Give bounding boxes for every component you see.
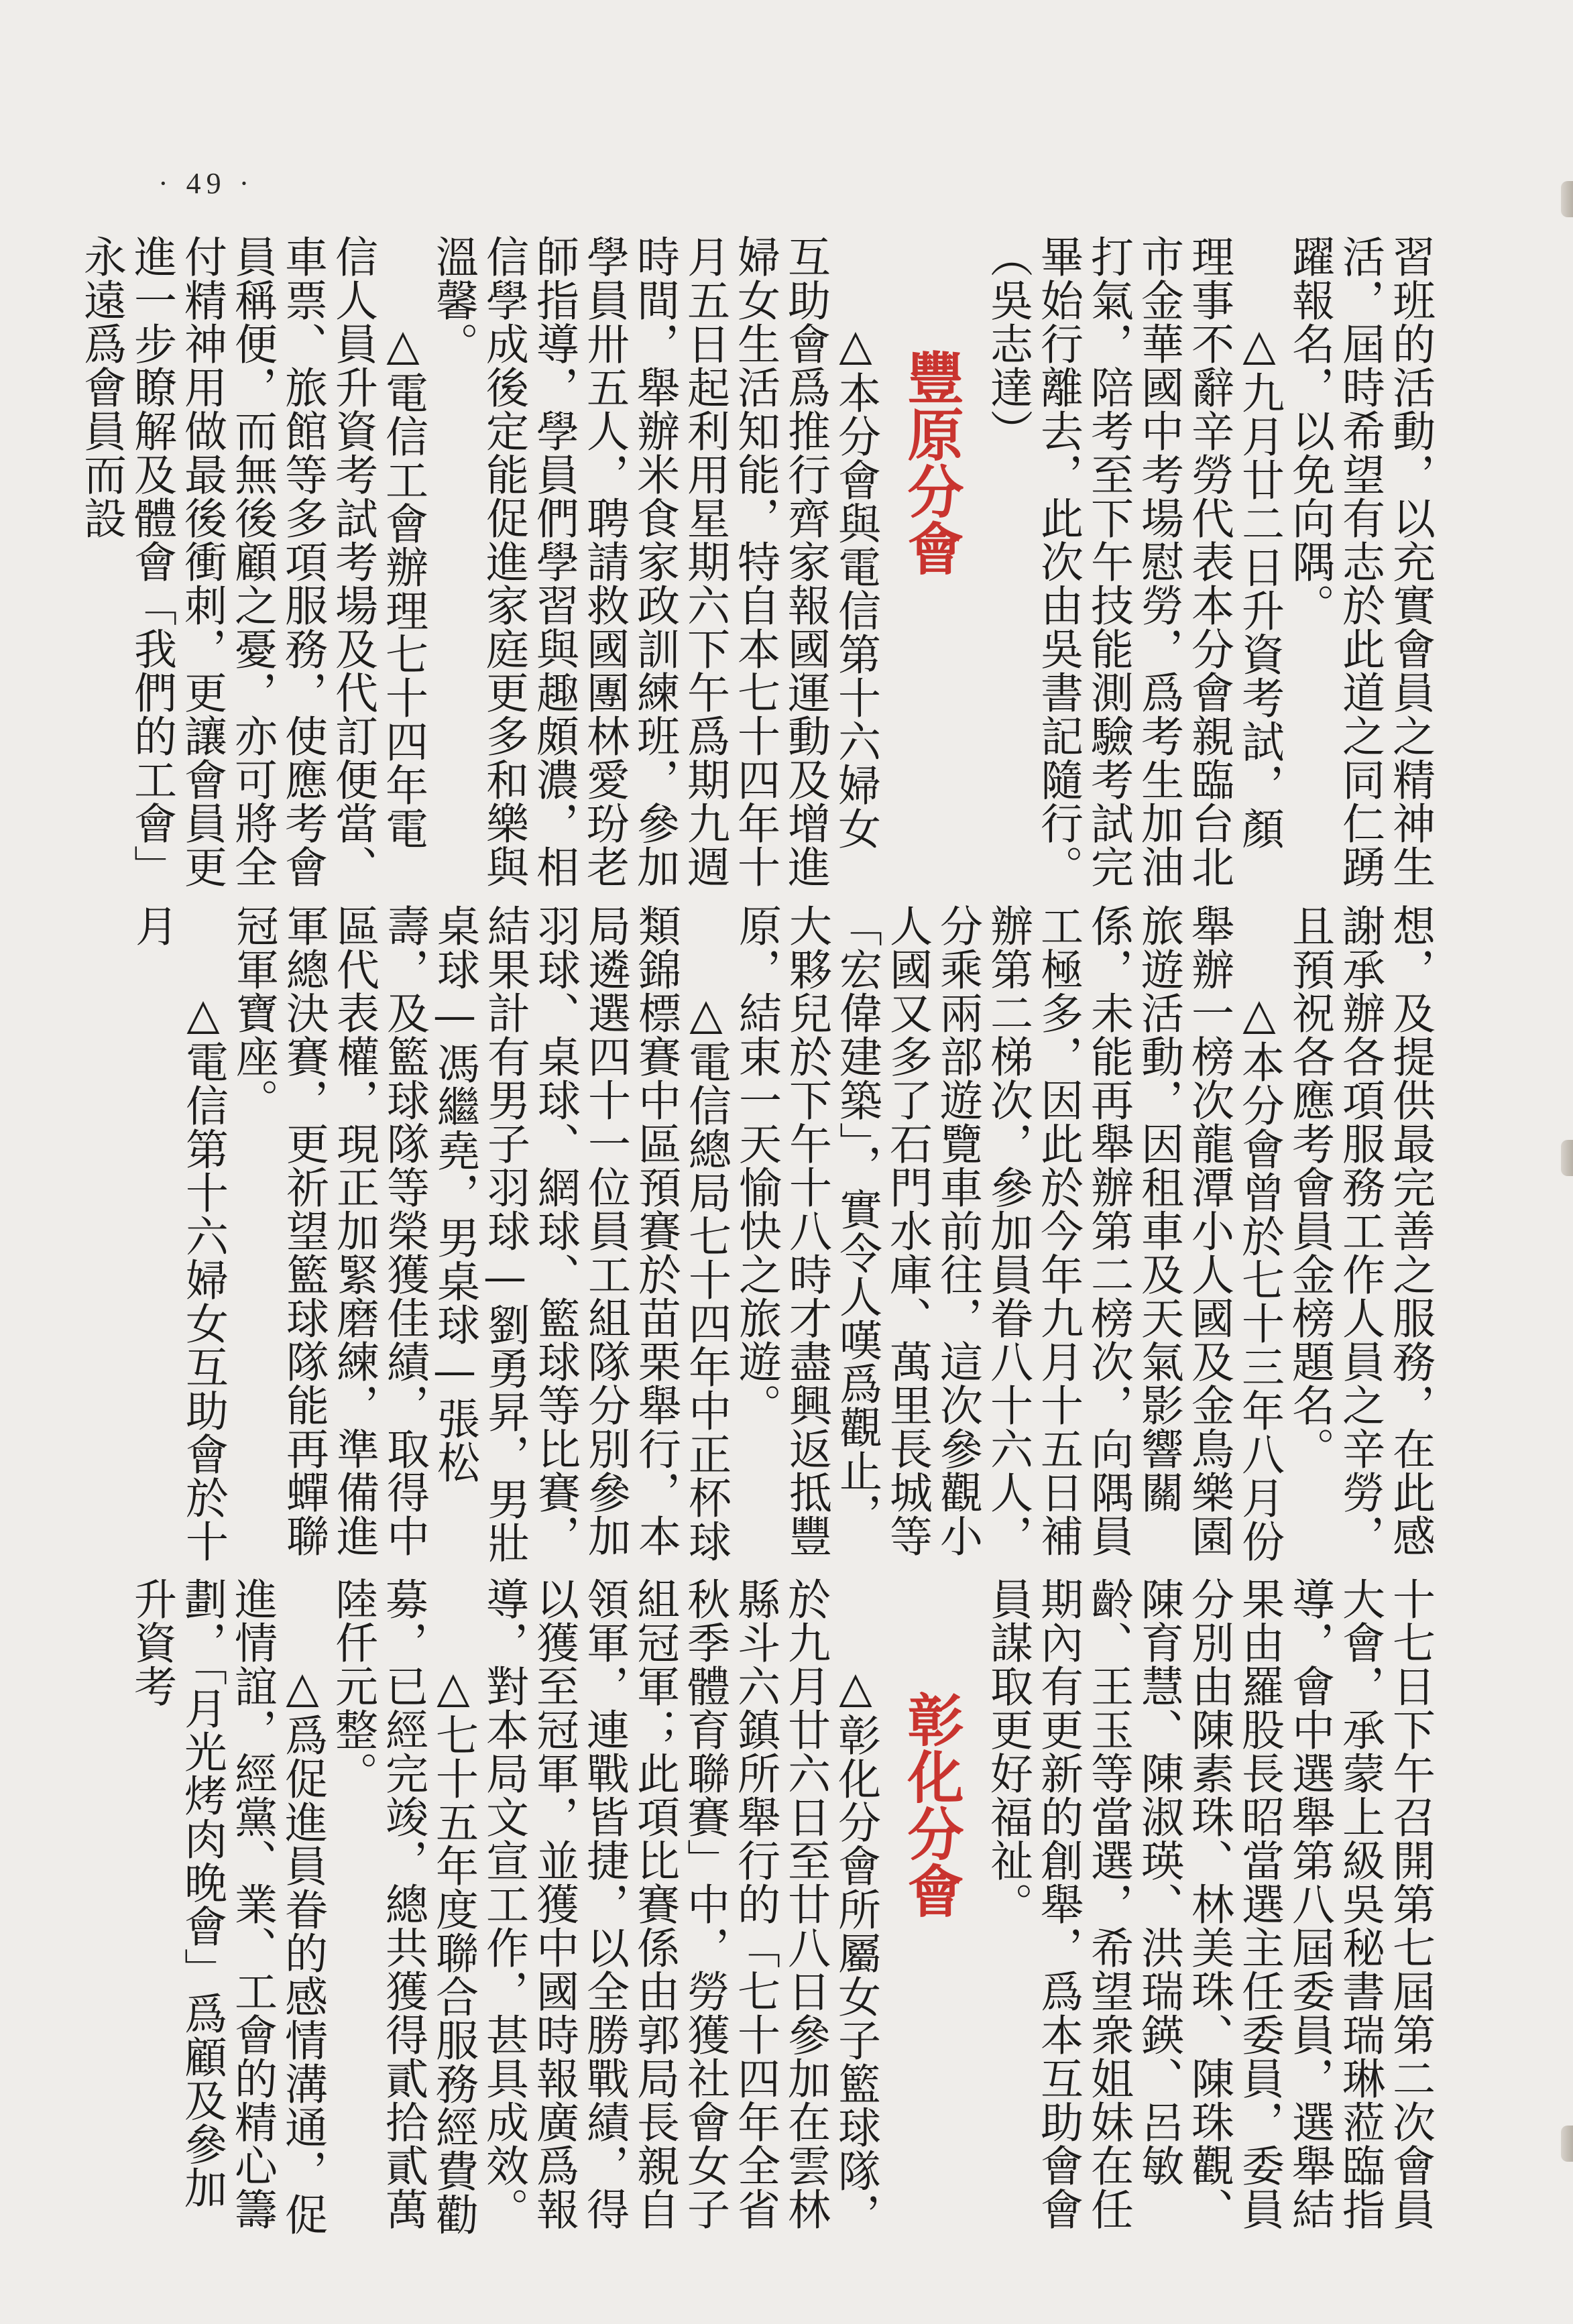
text-band-middle (128, 904, 1435, 1568)
paragraph: △爲促進員眷的感情溝通，促進情誼，經黨、業、工會的精心籌劃，「月光烤肉晚會」爲顧及參加升資考 (127, 1577, 327, 2236)
paragraph: △本分會曾於七十三年八月份舉辦一榜次龍潭小人國及金鳥樂園旅遊活動，因租車及天氣影響關係，未能再舉辦第二榜次，向隅員工極多，因此於今年九月十五日補辦第二梯次，參加員眷八十六人，分乘兩部遊覽車前往，這次參觀小人國又多了石門水庫、萬里長城等「宏偉建築」，實令人嘆爲觀止，大夥兒於下午十八時才盡興返抵豐原，結束一天愉快之旅遊。 (732, 904, 1284, 1563)
paragraph: △電信總局七十四年中正杯球類錦標賽中區預賽於苗栗舉行，本局遴選四十一位員工組隊分別參加羽球、桌球、網球、籃球等比賽，結果計有男子羽球—劉勇昇，男壯桌球—馮繼堯，男桌球—張松壽，及籃球隊等榮獲佳績，取得中區代表權，現正加緊磨練，準備進軍總決賽，更祈望籃球隊能再蟬聯冠軍寶座。 (229, 904, 731, 1564)
paragraph: △九月廿二日升資考試，顏理事不辭辛勞代表本分會親臨台北市金華國中考場慰勞，爲考生加油打氣，陪考至下午技能測驗考試完畢始行離去，此次由吳書記隨行。（吳志達） (983, 235, 1284, 888)
text-band-bottom (127, 1577, 1435, 2241)
paragraph: △本分會與電信第十六婦女互助會爲推行齊家報國運動及增進婦女生活知能，特自本七十四年十月五日起利用星期六下午爲期九週時間，舉辦米食家政訓練班，參加學員卅五人，聘請救國團林愛玢老師指導，學員們學習與趣頗濃，相信學成後定能促進家庭更多和樂與溫馨。 (428, 235, 880, 888)
section-heading-changhua: 彰化分會 (898, 1691, 964, 1919)
paragraph: △電信第十六婦女互助會於十月 (128, 904, 228, 1563)
text-band-top (76, 235, 1435, 892)
binding-hole-mark (1561, 2126, 1573, 2162)
paragraph: △七十五年度聯合服務經費勸募，已經完竣，總共獲得貳拾貳萬陸仟元整。 (328, 1577, 478, 2236)
paragraph: △電信工會辦理七十四年電信人員升資考試考場及代訂便當、車票、旅館等多項服務，使應考會員稱便，而無後顧之憂，亦可將全付精神用做最後衝刺，更讓會員更進一步瞭解及體會「我們的工會」永遠爲會員而設 (76, 235, 428, 888)
binding-hole-mark (1561, 181, 1573, 217)
page-number: · 49 · (158, 167, 255, 200)
paragraph: 想，及提供最完善之服務，在此感謝承辦各項服務工作人員之辛勞，且預祝各應考會員金榜題名。 (1285, 904, 1435, 1558)
paragraph: 十七日下午召開第七屆第二次會員大會，承蒙上級吳秘書瑞琳蒞臨指導，會中選舉第八屆委員，選舉結果由羅股長昭當選主任委員，委員分別由陳素珠、林美珠、陳珠觀、陳育慧、陳淑瑛、洪瑞鍈、呂敏齡、王玉等當選，希望衆姐妹在任期內有更新的創舉，爲本互助會會員謀取更好福祉。 (983, 1577, 1435, 2231)
paragraph: △彰化分會所屬女子籃球隊，於九月廿六日至廿八日參加在雲林縣斗六鎮所舉行的「七十四年全省秋季體育聯賽」中，勞獲社會女子組冠軍；此項比賽係由郭局長親自領軍，連戰皆捷，以全勝戰績，得以獲至冠軍，並獲中國時報廣爲報導，對本局文宣工作，甚具成效。 (479, 1577, 880, 2236)
paragraph: 習班的活動，以充實會員之精神生活，屆時希望有志於此道之同仁踴躍報名，以免向隅。 (1285, 235, 1435, 888)
binding-hole-mark (1561, 1140, 1573, 1176)
section-heading-fengyuan: 豐原分會 (898, 349, 964, 577)
